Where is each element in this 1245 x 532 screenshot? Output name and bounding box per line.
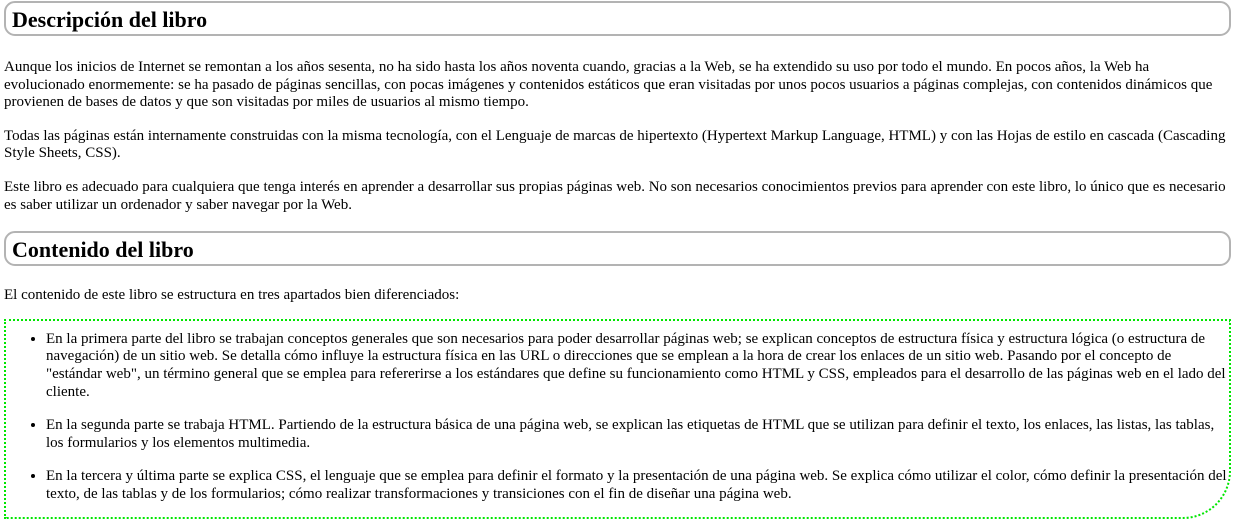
- list-item: • En la primera parte del libro se trabajan conceptos generales que son necesarios para poder desarrollar páginas web; se explican conceptos de estructura física y estructura lógica (o estructura de navegación) de un sitio web. Se detalla cómo influye la estructura física en las URL o direcciones que se emplean a la hora de crear los enlaces de un sitio web. Pasando por el concepto de "estándar web", un término general que se emplea para refererirse a los estándares que define su funcionamiento como HTML y CSS, empleados para el desarrollo de las páginas web en el lado del cliente.: [46, 331, 1229, 401]
- contents-list: [6, 331, 1229, 504]
- contents-list-box: [4, 319, 1231, 519]
- contents-intro: El contenido de este libro se estructura en tres apartados bien diferenciados:: [4, 287, 460, 304]
- heading-descripcion: Descripción del libro: [4, 1, 1231, 36]
- description-paragraph-2: Todas las páginas están internamente construidas con la misma tecnología, con el Lenguaje de marcas de hipertexto (Hypertext Markup Language, HTML) y con las Hojas de estilo en cascada (Cascading Style Sheets, CSS).: [4, 127, 1226, 162]
- page-content: [4, 0, 1231, 519]
- description-paragraph-3: Este libro es adecuado para cualquiera que tenga interés en aprender a desarrollar sus propias páginas web. No son necesarios conocimientos previos para aprender con este libro, lo único que es necesario es saber utilizar un ordenador y saber navegar por la Web.: [4, 178, 1226, 213]
- heading-contenido: Contenido del libro: [4, 231, 1231, 266]
- list-item: • En la tercera y última parte se explica CSS, el lenguaje que se emplea para definir el formato y la presentación de una página web. Se explica cómo utilizar el color, cómo definir la presentación del texto, de las tablas y de los formularios; cómo realizar transformaciones y transiciones con el fin de diseñar una página web.: [46, 468, 1229, 503]
- description-paragraph-1: Aunque los inicios de Internet se remontan a los años sesenta, no ha sido hasta los años noventa cuando, gracias a la Web, se ha extendido su uso por todo el mundo. En pocos años, la Web ha evolucionado enormemente: se ha pasado de páginas sencillas, con pocas imágenes y contenidos estáticos que eran visitadas por unos pocos usuarios a páginas complejas, con contenidos dinámicos que provienen de bases de datos y que son visitadas por miles de usuarios al mismo tiempo.: [4, 59, 1213, 111]
- list-item: • En la segunda parte se trabaja HTML. Partiendo de la estructura básica de una página web, se explican las etiquetas de HTML que se utilizan para definir el texto, los enlaces, las listas, las tablas, los formularios y los elementos multimedia.: [46, 417, 1229, 452]
